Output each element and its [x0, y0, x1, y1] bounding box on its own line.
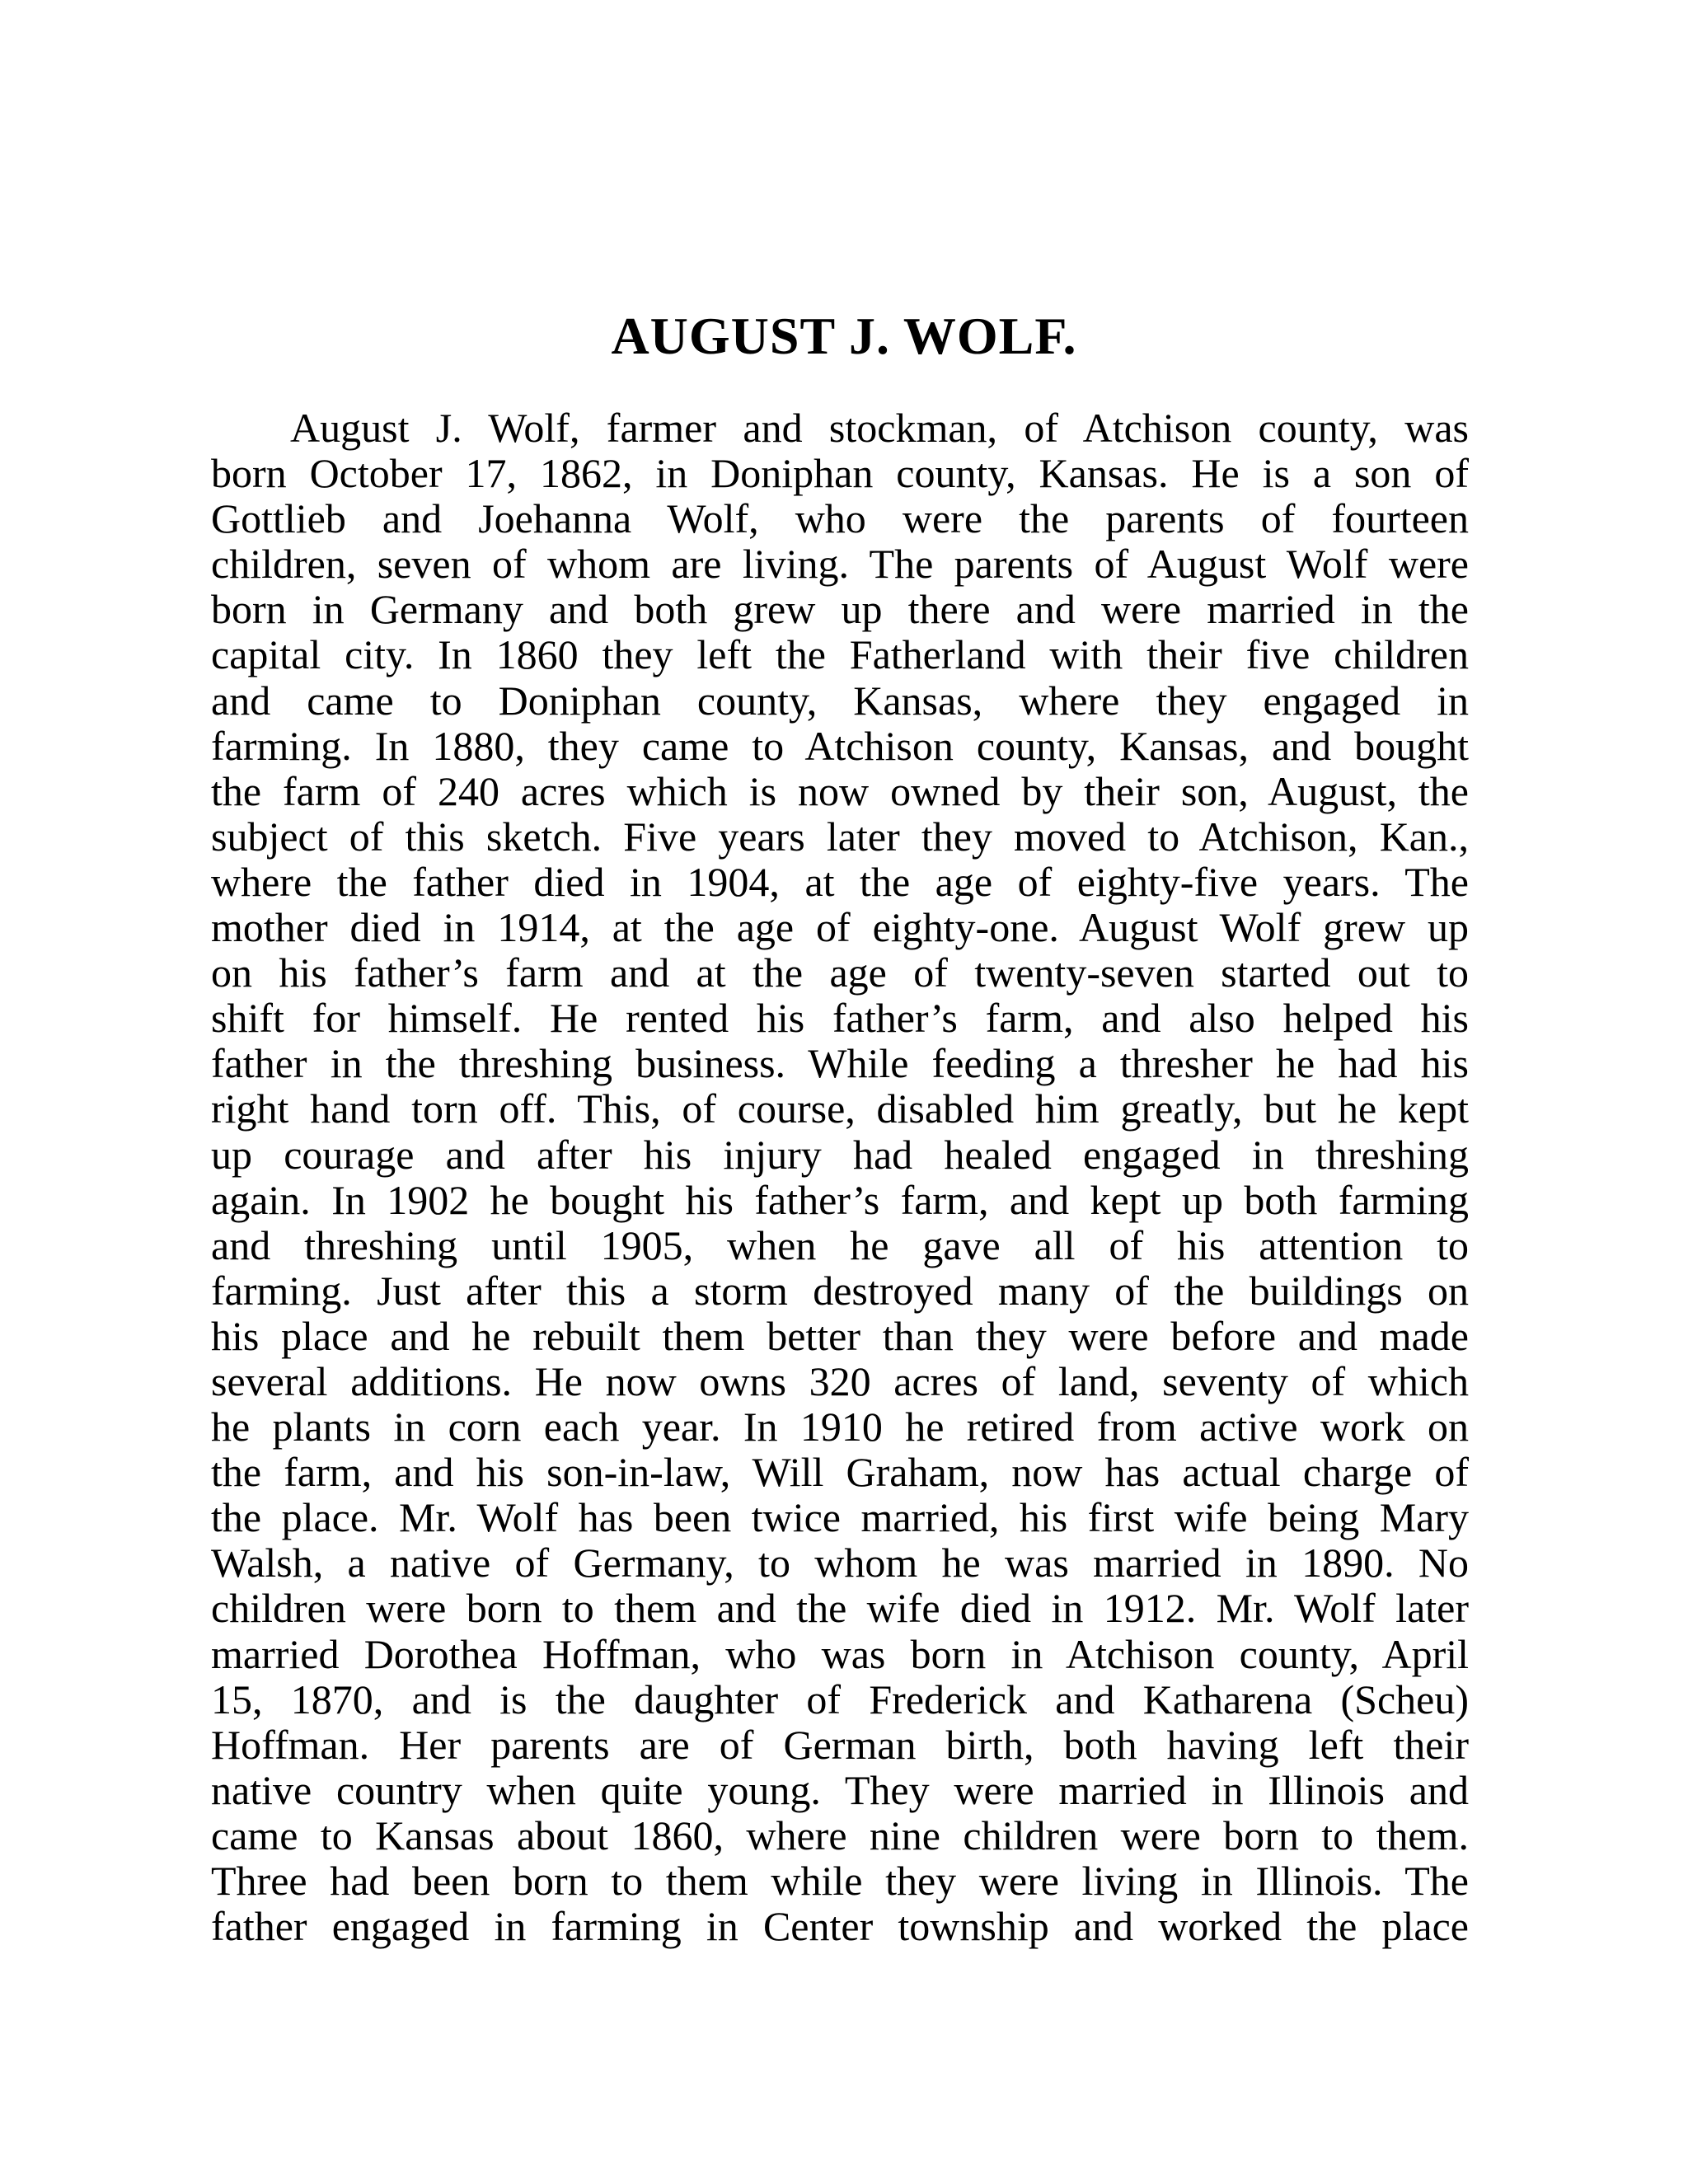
- text-line: born in Germany and both grew up there and were married in the: [211, 586, 1469, 633]
- text-line: shift for himself. He rented his father’s farm, and also helped his: [211, 995, 1469, 1042]
- text-line: several additions. He now owns 320 acres of land, seventy of which: [211, 1357, 1469, 1404]
- text-line: where the father died in 1904, at the age of eighty-five years. The: [211, 858, 1469, 905]
- text-line: Hoffman. Her parents are of German birth, both having left their: [211, 1721, 1469, 1768]
- body-paragraph: [211, 405, 1469, 1949]
- text-line: August J. Wolf, farmer and stockman, of Atchison county, was: [290, 405, 1469, 451]
- text-line: married Dorothea Hoffman, who was born in Atchison county, April: [211, 1630, 1469, 1677]
- text-line: farming. Just after this a storm destroyed many of the buildings on: [211, 1267, 1469, 1314]
- text-line: the farm of 240 acres which is now owned by their son, August, the: [211, 767, 1469, 814]
- text-line: capital city. In 1860 they left the Fatherland with their five children: [211, 631, 1469, 678]
- text-line: children were born to them and the wife died in 1912. Mr. Wolf later: [211, 1585, 1469, 1632]
- text-line: again. In 1902 he bought his father’s farm, and kept up both farming: [211, 1176, 1469, 1223]
- text-line: father engaged in farming in Center township and worked the place: [211, 1903, 1469, 1950]
- text-line: farming. In 1880, they came to Atchison county, Kansas, and bought: [211, 722, 1469, 769]
- text-line: born October 17, 1862, in Doniphan county, Kansas. He is a son of: [211, 450, 1469, 497]
- text-line: Three had been born to them while they were living in Illinois. The: [211, 1858, 1469, 1904]
- text-line: Gottlieb and Joehanna Wolf, who were the parents of fourteen: [211, 495, 1469, 542]
- text-line: up courage and after his injury had healed engaged in threshing: [211, 1131, 1469, 1178]
- text-line: native country when quite young. They were married in Illinois and: [211, 1766, 1469, 1813]
- text-line: his place and he rebuilt them better than they were before and made: [211, 1312, 1469, 1359]
- text-line: right hand torn off. This, of course, disabled him greatly, but he kept: [211, 1085, 1469, 1132]
- text-line: mother died in 1914, at the age of eighty-one. August Wolf grew up: [211, 904, 1469, 951]
- text-line: he plants in corn each year. In 1910 he retired from active work on: [211, 1404, 1469, 1451]
- text-line: on his father’s farm and at the age of twenty-seven started out to: [211, 949, 1469, 996]
- page-title: AUGUST J. WOLF.: [611, 307, 1077, 365]
- text-line: and threshing until 1905, when he gave all of his attention to: [211, 1221, 1469, 1268]
- text-line: children, seven of whom are living. The parents of August Wolf were: [211, 541, 1469, 588]
- text-line: subject of this sketch. Five years later they moved to Atchison, Kan.,: [211, 813, 1469, 860]
- text-line: the farm, and his son-in-law, Will Graham, now has actual charge of: [211, 1449, 1469, 1496]
- text-line: came to Kansas about 1860, where nine children were born to them.: [211, 1811, 1469, 1858]
- text-line: and came to Doniphan county, Kansas, where they engaged in: [211, 677, 1469, 724]
- text-line: 15, 1870, and is the daughter of Frederick and Katharena (Scheu): [211, 1675, 1469, 1722]
- text-line: Walsh, a native of Germany, to whom he was married in 1890. No: [211, 1540, 1469, 1586]
- text-line: the place. Mr. Wolf has been twice married, his first wife being Mary: [211, 1494, 1469, 1541]
- text-line: father in the threshing business. While feeding a thresher he had his: [211, 1040, 1469, 1087]
